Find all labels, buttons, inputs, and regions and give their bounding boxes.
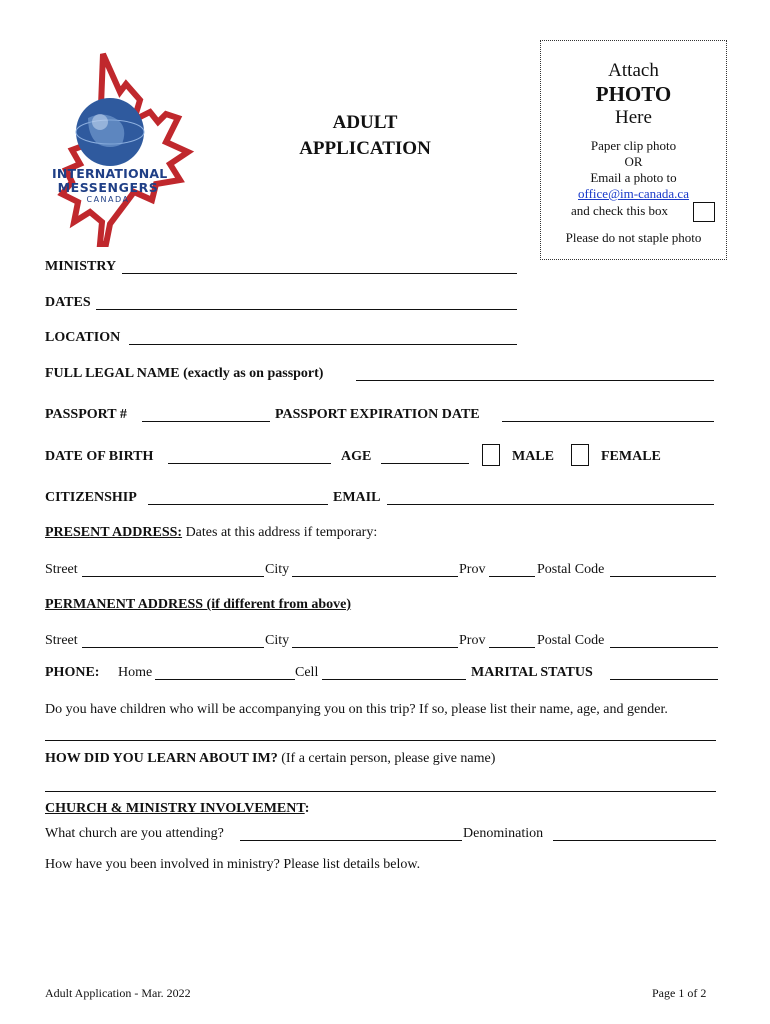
paper-clip-text: Paper clip photo	[590, 138, 677, 153]
church-attending-label: What church are you attending?	[45, 826, 224, 841]
passport-field[interactable]	[142, 421, 270, 422]
title-line-1: ADULT	[332, 112, 398, 133]
learn-row	[45, 751, 495, 767]
denomination-field[interactable]	[553, 840, 716, 841]
phone-label: PHONE:	[45, 665, 100, 680]
present-city-label: City	[265, 562, 290, 577]
present-street-label: Street	[45, 562, 78, 577]
dob-label: DATE OF BIRTH	[45, 449, 154, 464]
phone-cell-label: Cell	[295, 665, 319, 680]
permanent-street-label: Street	[45, 633, 78, 648]
male-checkbox[interactable]	[482, 444, 500, 466]
marital-status-label: MARITAL STATUS	[471, 665, 593, 680]
email-photo-text: Email a photo to	[590, 170, 677, 185]
dob-field[interactable]	[168, 463, 331, 464]
learn-answer-field[interactable]	[45, 791, 716, 792]
female-label: FEMALE	[601, 449, 661, 464]
permanent-prov-label: Prov	[459, 633, 486, 648]
permanent-prov-field[interactable]	[489, 647, 535, 648]
dates-field[interactable]	[96, 309, 517, 310]
present-address-note: Dates at this address if temporary:	[185, 525, 378, 540]
denomination-label: Denomination	[463, 826, 544, 841]
logo-text-canada: CANADA	[86, 195, 130, 204]
photo-here-label: Here	[615, 107, 652, 128]
title-line-2: APPLICATION	[299, 138, 431, 159]
maple-leaf-globe-logo-graphic	[48, 52, 208, 247]
footer-left: Adult Application - Mar. 2022	[45, 986, 191, 1000]
church-heading-colon: :	[304, 801, 310, 816]
logo-text-messengers: MESSENGERS	[57, 180, 159, 195]
full-name-label: FULL LEGAL NAME (exactly as on passport)	[45, 366, 324, 381]
citizenship-label: CITIZENSHIP	[45, 490, 137, 505]
check-box-text: and check this box	[570, 203, 669, 218]
present-address-heading: PRESENT ADDRESS:	[45, 525, 183, 540]
phone-cell-field[interactable]	[322, 679, 466, 680]
staple-note: Please do not staple photo	[565, 230, 702, 245]
female-checkbox[interactable]	[571, 444, 589, 466]
photo-attach-label: Attach	[608, 60, 659, 81]
church-heading: CHURCH & MINISTRY INVOLVEMENT	[45, 801, 305, 816]
children-question: Do you have children who will be accompanying you on this trip? If so, please list their name, age, and gender.	[45, 702, 668, 717]
logo	[48, 52, 208, 247]
present-address-heading-row	[45, 525, 377, 541]
marital-status-field[interactable]	[610, 679, 718, 680]
passport-exp-label: PASSPORT EXPIRATION DATE	[275, 407, 480, 422]
dates-label: DATES	[45, 295, 91, 310]
location-field[interactable]	[129, 344, 517, 345]
location-label: LOCATION	[45, 330, 121, 345]
passport-exp-field[interactable]	[502, 421, 714, 422]
present-city-field[interactable]	[292, 576, 458, 577]
permanent-postal-field[interactable]	[610, 647, 718, 648]
permanent-postal-label: Postal Code	[537, 633, 605, 648]
ministry-involvement-question: How have you been involved in ministry? Please list details below.	[45, 857, 421, 872]
permanent-city-field[interactable]	[292, 647, 458, 648]
ministry-label: MINISTRY	[45, 259, 117, 274]
age-field[interactable]	[381, 463, 469, 464]
photo-label: PHOTO	[595, 82, 672, 106]
email-photo-checkbox[interactable]	[693, 202, 715, 222]
learn-heading: HOW DID YOU LEARN ABOUT IM?	[45, 751, 278, 766]
permanent-address-heading: PERMANENT ADDRESS (if different from above)	[45, 597, 352, 612]
phone-home-label: Home	[118, 665, 153, 680]
full-name-field[interactable]	[356, 380, 714, 381]
present-prov-field[interactable]	[489, 576, 535, 577]
email-label: EMAIL	[333, 490, 381, 505]
office-email-link[interactable]: office@im-canada.ca	[578, 186, 689, 201]
page-title	[280, 110, 450, 162]
permanent-city-label: City	[265, 633, 290, 648]
or-text: OR	[624, 154, 643, 169]
church-attending-field[interactable]	[240, 840, 462, 841]
age-label: AGE	[341, 449, 372, 464]
email-field[interactable]	[387, 504, 714, 505]
church-heading-row	[45, 801, 309, 817]
citizenship-field[interactable]	[148, 504, 328, 505]
logo-text-international: INTERNATIONAL	[52, 166, 168, 181]
permanent-street-field[interactable]	[82, 647, 264, 648]
present-postal-field[interactable]	[610, 576, 716, 577]
present-prov-label: Prov	[459, 562, 486, 577]
ministry-field[interactable]	[122, 273, 517, 274]
male-label: MALE	[512, 449, 554, 464]
phone-home-field[interactable]	[155, 679, 295, 680]
children-answer-field[interactable]	[45, 740, 716, 741]
footer-page-number: Page 1 of 2	[652, 986, 707, 1000]
learn-note: (If a certain person, please give name)	[281, 751, 496, 766]
passport-label: PASSPORT #	[45, 407, 127, 422]
photo-attach-box	[540, 40, 727, 260]
present-postal-label: Postal Code	[537, 562, 605, 577]
present-street-field[interactable]	[82, 576, 264, 577]
